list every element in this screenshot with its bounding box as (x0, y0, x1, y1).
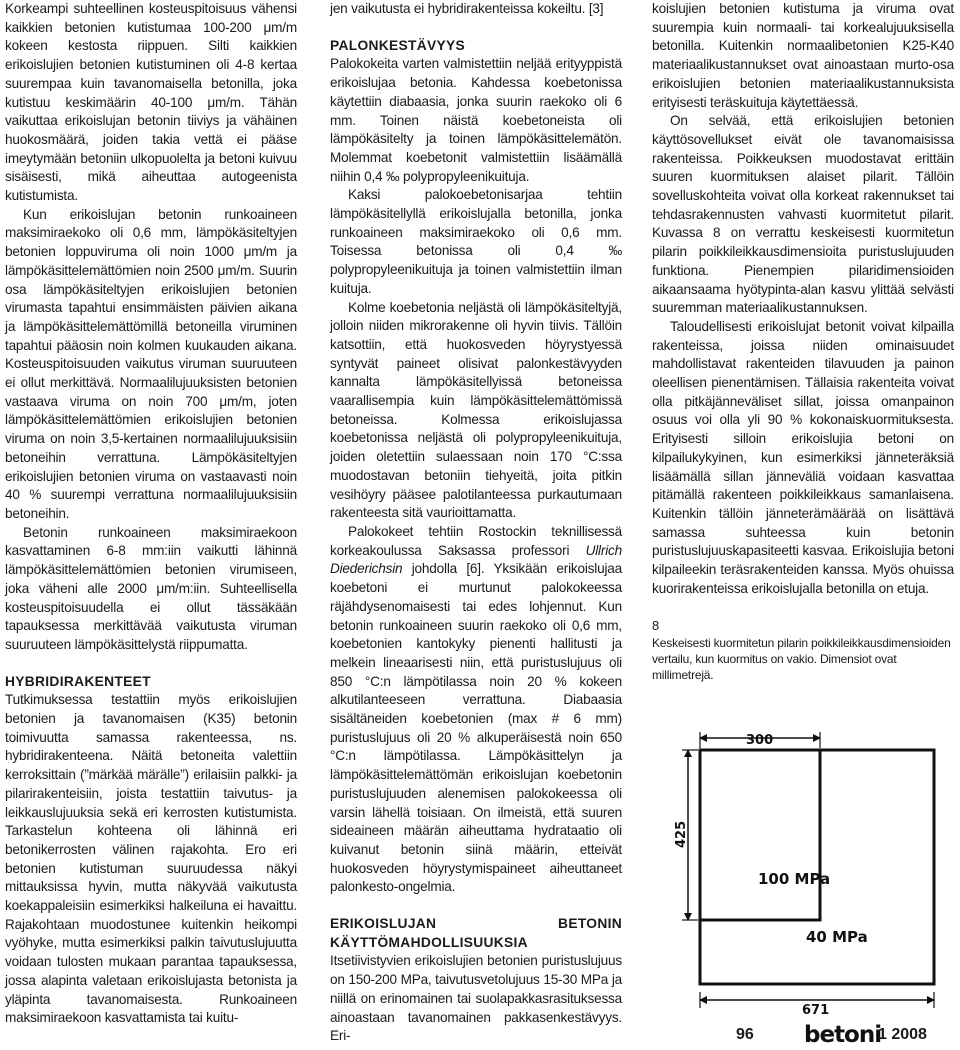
paragraph-text: Palokokeet tehtiin Rostockin teknillisessä korkeakoulussa Saksassa professori (330, 523, 622, 558)
paragraph (330, 523, 622, 897)
dimension-label: 425 (674, 820, 689, 848)
paragraph: Kun erikoislujan betonin runkoaineen maksimiraekoko oli 0,6 mm, lämpökäsiteltyjen betonien loppuviruma oli noin 1000 μm/m ja lämpökäsittelemättömien noin 2500 μm/m. Suurin osa lämpökäsiteltyjen erikoislujien betonien virumasta tapahtui ensimmäisten päivien aikana ja lämpökäsittelemättömillä betoneilla viruminen tapahtui pääosin noin kolmen kuukauden aikana. Kosteuspitoisuuden vaikutus viruman suuruuteen ei ollut merkittävä. Normaalilujuuksisten betonien vastaava viruma on noin 700 μm/m, joten lämpökäsittelemättömien erikoislujien betonien viruma on noin 3,5-kertainen normaalilujuuksisiin betoneihin verrattuna. Lämpökäsiteltyjen erikoislujien betonien viruma on vastaavasti noin 40 % suurempi verrattuna normaalilujuuksisiin betoneihin. (5, 206, 297, 521)
text-column-3 (652, 0, 954, 683)
page-footer (0, 1022, 960, 1050)
figure-caption: Keskeisesti kuormitetun pilarin poikkileikkausdimensioiden vertailu, kun kuormitus on vakio. Dimensiot ovat millimetrejä. (652, 635, 951, 682)
section-heading-use: ERIKOISLUJAN BETONIN KÄYTTÖMAHDOLLISUUKSIA (330, 916, 622, 950)
page-number: 96 (736, 1026, 754, 1043)
paragraph: On selvää, että erikoislujien betonien käyttösovellukset eivät ole tavanomaisissa rakenteissa. Poikkeuksen muodostavat erittäin suuren kuormituksen alaiset pilarit. Tällöin sovelluskohteita voivat olla korkeat rakennukset tai tehdasrakennusten vahvasti kuormitetut pilarit. Kuvassa 8 on verrattu keskeisesti kuormitetun pilarin poikkileikkausdimensioita puristuslujuuden funktiona. Pienempien pilaridimensioiden aikaansaama hyötypinta-alan kasvu ylittää selvästi suuremman materiaalikustannuksen. (652, 113, 954, 316)
person-name: Ullrich Diederichsin (330, 542, 622, 577)
paragraph: koislujien betonien kutistuma ja viruma ovat suurempia kuin normaali- tai korkealujuuksisella betonilla. Kuitenkin normaalibetonien K25-K40 materiaalikustannukset ovat ainoastaan murto-osa erikoislujien betonien materiaalikustannuksista erityisesti teräskuituja käytettäessä. (652, 1, 954, 110)
dimension-label: 300 (746, 733, 774, 748)
paragraph: Korkeampi suhteellinen kosteuspitoisuus vähensi kaikkien betonien kutistumaa 100-200 μm/m kokeen kestosta riippuen. Silti kaikkien erikoislujien betonien kutistuminen oli 4-8 kertaa suurempaa kuin tavanomaisella betonilla, joka kutistuu keskimäärin 40-100 μm/m. Tähän vaikuttaa erikoislujan betonin tiiviys ja vähäinen huokosmäärä, joiden takia vettä ei pääse imeytymään betoniin ulkopuolelta ja betoni kuivuu sisäisesti, mikä aiheuttaa autogeenista kutistumista. (5, 1, 297, 204)
issue-number: 1 2008 (878, 1026, 927, 1043)
section-heading-hybrid: HYBRIDIRAKENTEET (5, 673, 151, 689)
magazine-logo: betoni (804, 1022, 882, 1048)
text-column-1 (5, 0, 297, 1028)
paragraph: Taloudellisesti erikoislujat betonit voivat kilpailla rakenteissa, joissa niiden ominaisuudet mahdollistavat rakenteiden tilavuuden ja painon oleellisen pienentämisen. Tällaisia rakenteita voivat olla pitkäjänneväliset sillat, joissa omanpainon osuus voi olla yli 90 % kokonaiskuormituksesta. Erityisesti silloin erikoislujia betoni on kilpailukykyinen, kun esimerkiksi jänneteräksiä lisäämällä sillan jänneväliä voidaan kasvattaa pitämällä rakenteen poikkileikkaus samanlaisena. Kuitenkin tällöin jänneterämäärää on lisättävä samassa suhteessa kuin betonin puristuslujuuskapasiteetti kasvaa. Erikoislujia betoni kilpaileekin teräsrakenteiden kanssa. Myös ohuissa kuorirakenteissa erikoislujalla betonilla on etuja. (652, 318, 954, 596)
section-40mpa (700, 750, 934, 984)
column-section-figure (672, 722, 942, 1018)
section-100mpa (700, 750, 820, 920)
paragraph: Tutkimuksessa testattiin myös erikoislujien betonien ja tavanomaisen (K35) betonin toimivuutta samassa rakenteessa, ns. hybridirakenteena. Näitä betoneita valettiin kerroksittain (”märkää märälle”) erilaisiin palkki- ja pilarirakenteisiin, joista testattiin taivutus- ja leikkauslujuuksia sekä eri kerrosten kutistumista. Tarkastelun kohteena oli lähinnä eri betonikerrosten välinen rajakohta. Ero eri betonien kutistuman suuruudessa näkyi mittauksissa hyvin, mutta näkyvää vaikutusta koekappaleisiin esimerkiksi halkeiluna ei havaittu. Rajakohtaan muodostunee kuitenkin heikompi vyöhyke, mutta esimerkiksi palkin taivutuslujuutta voidaan tulosten mukaan parantaa tapauksessa, jossa alapinta valetaan erikoislujasta betonista ja yläpinta tavanomaisesta. Runkoaineen maksimiraekoon kasvattamista tai kuitu- (5, 692, 297, 1026)
figure-number: 8 (652, 617, 660, 633)
paragraph: Betonin runkoaineen maksimiraekoon kasvattaminen 6-8 mm:iin vaikutti lähinnä lämpökäsittelemättömien betonien virumiseen, joka väheni alle 2000 μm/m:iin. Suhteellisella kosteuspitoisuudella ei ollut tässäkään tapauksessa merkittävää vaikutusta viruman suuruuteen lämpökäsittelystä riippumatta. (5, 524, 297, 652)
section-heading-fire: PALONKESTÄVYYS (330, 37, 466, 53)
figure-drawing (672, 722, 942, 1018)
section-label-40: 40 MPa (806, 928, 868, 946)
paragraph: Palokokeita varten valmistettiin neljää erityyppistä erikoislujaa betonia. Kahdessa koebetonissa käytettiin diabaasia, jonka suurin raekoko oli 6 mm. Toinen näistä koebetoneista oli lämpökäsitelty ja toinen lämpökäsittelemätön. Molemmat koebetonit valmistettiin lisäämällä niihin 0,4 ‰ polypropyleenikuituja. (330, 56, 622, 184)
text-column-2 (330, 0, 622, 1046)
paragraph: Itsetiivistyvien erikoislujien betonien puristuslujuus on 150-200 MPa, taivutusvetolujuus 15-30 MPa ja niillä on erinomainen tai suolapakkasrasituksessa ainoastaan tavanomainen pakkasenkestävyys. Eri- (330, 953, 622, 1044)
paragraph: Kaksi palokoebetonisarjaa tehtiin lämpökäsitellyllä erikoislujalla betonilla, jonka runkoaineen maksimiraekoko oli 0,6 mm. Toisessa betonissa oli 0,4 ‰ polypropyleenikuituja ja toinen valmistettiin ilman kuituja. (330, 187, 622, 296)
paragraph: jen vaikutusta ei hybridirakenteissa kokeiltu. [3] (330, 1, 604, 16)
paragraph: Kolme koebetonia neljästä oli lämpökäsiteltyjä, jolloin niiden mikrorakenne oli hyvin tiivis. Tällöin katsottiin, että huokosveden höyrystyessä syntyvät paineet olisivat palonkestävyyden kannalta lämpökäsitellyissä betoneissa vaarallisempia kuin lämpökäsittelemättömissä betoneissa. Kolmessa erikoislujassa koebetonissa neljästä oli polypropyleenikuituja, joiden oletettiin sulaessaan noin 170 °C:ssa muodostavan betoniin tiehyeitä, joita pitkin vesihöyry pääsee palotilanteessa purkautumaan rakenteesta sitä vaurioittamatta. (330, 299, 622, 521)
paragraph-text: johdolla [6]. Yksikään erikoislujaa koebetoni ei murtunut palokokeessa räjähdysenomaisesti tai edes lohjennut. Kun betonin runkoaineen suurin raekoko oli 0,6 mm, koebetonien kantokyky pienenti hallitusti ja melkein lineaarisesti niin, että puristuslujuus oli 850 °C:n lämpötilassa noin 20 % kokeen alkutilanteeseen verrattuna. Diabaasia sisältäneiden koebetonien (max # 6 mm) puristuslujuus oli 20 % alkuperäisestä noin 650 °C:n lämpötilassa. Lämpökäsittelyn ja lämpökäsittelemättömän erikoislujan koebetonin puristuslujuuden alenemisen palokokeessa oli varsin lähellä toisiaan. On ilmeistä, että suuren sideaineen määrän aiheuttama hydrataatio oli kuivanut betonin siinä määrin, etteivät huokosveden höyrystymispaineet aiheuttaneet palonkesto-ongelmia. (330, 561, 622, 895)
section-label-100: 100 MPa (758, 870, 831, 888)
dimension-label: 671 (802, 1003, 830, 1018)
